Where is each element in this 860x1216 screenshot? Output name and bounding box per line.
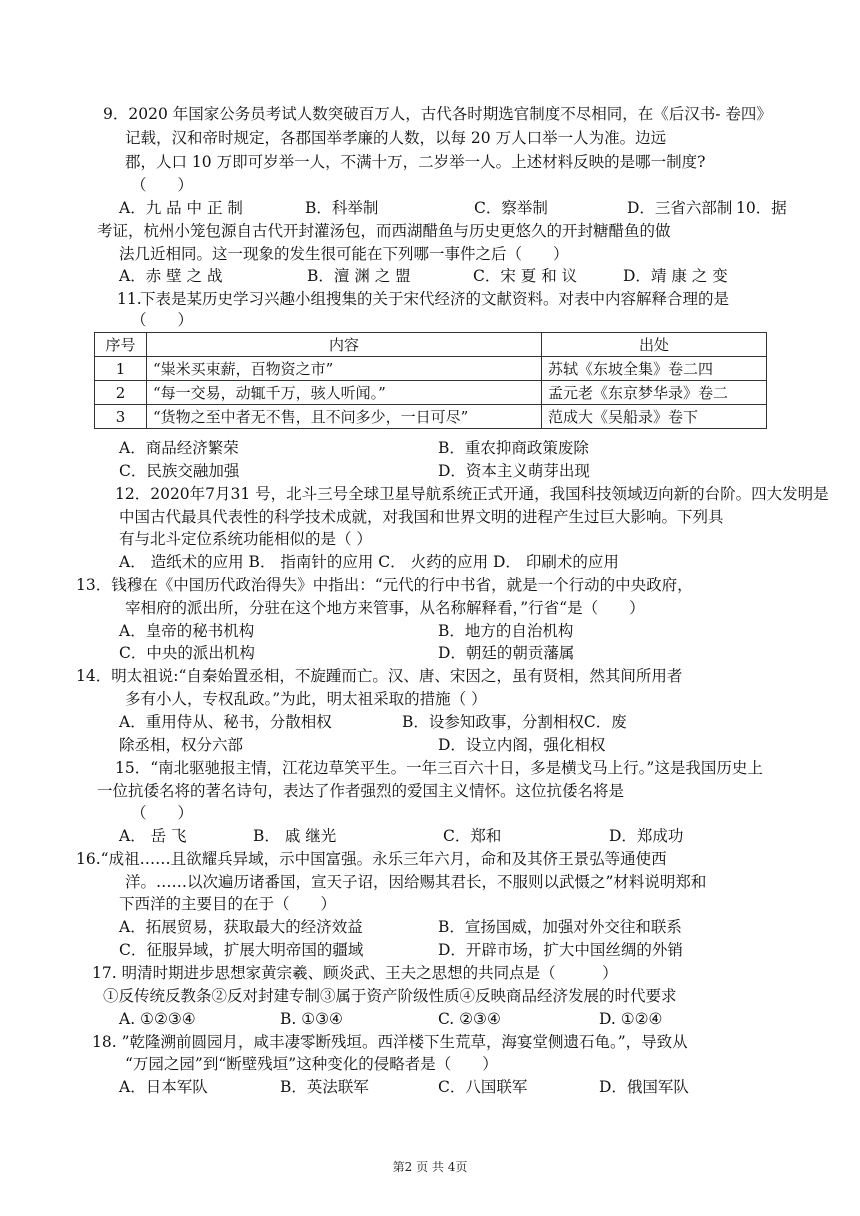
- q16-option-d: D．开辟市场，扩大中国丝绸的外销: [438, 941, 683, 959]
- q18-option-c: C．八国联军: [438, 1078, 528, 1096]
- q9-option-c: C．察举制: [474, 199, 548, 217]
- q17-option-b: B. ①③④: [280, 1010, 343, 1028]
- table-cell: 2: [95, 381, 147, 405]
- q15-option-a: A． 岳 飞: [119, 827, 187, 845]
- q16-option-a: A．拓展贸易，获取最大的经济效益: [119, 918, 363, 936]
- q10-option-c: C．宋 夏 和 议: [473, 267, 578, 285]
- q12-stem-line-3: 有与北斗定位系统功能相似的是（ ）: [119, 530, 372, 548]
- table-cell: 范成大《吴船录》卷下: [542, 405, 767, 429]
- table-header-cell: 内容: [147, 333, 542, 357]
- table-header-cell: 出处: [542, 333, 767, 357]
- q9-stem-line-2: 记载，汉和帝时规定，各郡国举孝廉的人数，以每 20 万人口举一人为准。边远: [125, 129, 667, 147]
- q13-option-b: B．地方的自治机构: [438, 622, 574, 640]
- table-cell: 3: [95, 405, 147, 429]
- table-header-row: [95, 333, 767, 357]
- q12-stem-line-1: 12．2020年7月31 号，北斗三号全球卫星导航系统正式开通，我国科技领域迈向新的台阶。四大发明是: [115, 485, 829, 503]
- q10-option-b: B．澶 渊 之 盟: [307, 267, 411, 285]
- q15-answer-bracket: （ ）: [131, 804, 194, 822]
- table-cell: 苏轼《东坡全集》卷二四: [542, 357, 767, 381]
- q10-option-a: A．赤 壁 之 战: [119, 267, 223, 285]
- q17-stem-line-1: 17. 明清时期进步思想家黄宗羲、顾炎武、王夫之思想的共同点是（ ）: [92, 964, 618, 982]
- q11-source-table: [94, 332, 767, 429]
- q13-stem-line-2: 宰相府的派出所，分驻在这个地方来管事，从名称解释看，”行省“是（ ）: [125, 599, 645, 617]
- q9-option-a: A．九 品 中 正 制: [119, 199, 243, 217]
- table-cell: 1: [95, 357, 147, 381]
- q15-option-b: B． 戚 继光: [253, 827, 337, 845]
- table-row: [95, 357, 767, 381]
- q13-option-a: A．皇帝的秘书机构: [119, 622, 255, 640]
- q16-stem-line-3: 下西洋的主要目的在于（ ）: [119, 895, 337, 913]
- q11-option-d: D．资本主义萌芽出现: [438, 462, 590, 480]
- table-row: [95, 405, 767, 429]
- q9-option-b: B．科举制: [305, 199, 379, 217]
- q18-stem-line-2: “万园之园”到“断壁残垣”这种变化的侵略者是（ ）: [125, 1055, 498, 1073]
- q10-stem-line-2: 法几近相同。这一现象的发生很可能在下列哪一事件之后（ ）: [119, 245, 569, 263]
- table-cell: “每一交易，动辄千万，骇人听闻。”: [147, 381, 542, 405]
- q11-number: 11.: [117, 290, 142, 308]
- q18-option-a: A．日本军队: [119, 1078, 208, 1096]
- page-footer: 第2 页 共 4页: [392, 1160, 468, 1174]
- q10-stem-line-1: 考证，杭州小笼包源自古代开封灌汤包，而西湖醋鱼与历史更悠久的开封糖醋鱼的做: [97, 222, 671, 240]
- table-cell: “货物之至中者无不售，且不问多少，一日可尽”: [147, 405, 542, 429]
- q11-answer-bracket: （ ）: [131, 311, 194, 329]
- q9-stem-line-1: 9．2020 年国家公务员考试人数突破百万人，古代各时期选官制度不尽相同，在《后汉书- 卷四》: [103, 105, 772, 123]
- q17-option-a: A. ①②③④: [119, 1010, 196, 1028]
- q18-option-d: D．俄国军队: [599, 1078, 689, 1096]
- q14-stem-line-2: 多有小人，专权乱政。”为此，明太祖采取的措施（ ）: [125, 690, 487, 708]
- q11-stem-text: 下表是某历史学习兴趣小组搜集的关于宋代经济的文献资料。对表中内容解释合理的是: [140, 290, 730, 308]
- q17-statements: ①反传统反教条②反对封建专制③属于资产阶级性质④反映商品经济发展的时代要求: [103, 987, 677, 1005]
- q12-options-row: A． 造纸术的应用 B． 指南针的应用 C． 火药的应用 D． 印刷术的应用: [119, 553, 619, 571]
- q9-option-d: D．三省六部制: [627, 199, 733, 217]
- q14-option-c-cont: 除丞相，权分六部: [119, 736, 244, 754]
- q16-option-b: B．宣扬国威，加强对外交往和联系: [438, 918, 682, 936]
- q14-stem-line-1: 14．明太祖说:“自秦始置丞相，不旋踵而亡。汉、唐、宋因之，虽有贤相，然其间所用者: [76, 667, 683, 685]
- q13-option-c: C．中央的派出机构: [119, 644, 255, 662]
- q16-option-c: C．征服异域，扩展大明帝国的疆域: [119, 941, 364, 959]
- q13-option-d: D．朝廷的朝贡藩属: [438, 644, 575, 662]
- q14-option-a: A．重用侍从、秘书，分散相权: [119, 713, 332, 731]
- table-row: [95, 381, 767, 405]
- q16-stem-line-2: 洋。……以次遍历诸番国，宣天子诏，因给赐其君长，不服则以武慑之”材料说明郑和: [125, 873, 707, 891]
- q9-stem-line-3: 郡，人口 10 万即可岁举一人，不满十万，二岁举一人。上述材料反映的是哪一制度?: [125, 153, 706, 171]
- q14-option-b-c: B．设参知政事，分割相权C．废: [402, 713, 627, 731]
- q18-stem-line-1: 18. ”乾隆溯前圆园月，咸丰凄零断残垣。西洋楼下生荒草，海宴堂侧遗石龟。”，导致从: [92, 1033, 688, 1051]
- q17-option-d: D. ①②④: [599, 1010, 663, 1028]
- q10-option-d: D．靖 康 之 变: [623, 267, 728, 285]
- table-cell: “粜米买束薪，百物资之市”: [147, 357, 542, 381]
- q10-number: 10．据: [736, 199, 787, 217]
- table-header-cell: 序号: [95, 333, 147, 357]
- q15-stem-line-1: 15．“南北驱驰报主情，江花边草笑平生。一年三百六十日，多是横戈马上行。”这是我国历史上: [115, 759, 763, 777]
- q16-stem-line-1: 16.“成祖……且欲耀兵异域，示中国富强。永乐三年六月，命和及其侪王景弘等通使西: [76, 850, 667, 868]
- q17-option-c: C. ②③④: [438, 1010, 501, 1028]
- q13-stem-line-1: 13．钱穆在《中国历代政治得失》中指出：“元代的行中书省，就是一个行动的中央政府，: [76, 576, 693, 594]
- q14-option-d: D．设立内阁，强化相权: [438, 736, 606, 754]
- q15-option-c: C．郑和: [443, 827, 502, 845]
- q15-option-d: D．郑成功: [609, 827, 684, 845]
- q9-answer-bracket: （ ）: [131, 176, 194, 194]
- q11-option-a: A．商品经济繁荣: [119, 439, 239, 457]
- q18-option-b: B．英法联军: [280, 1078, 369, 1096]
- q11-option-c: C．民族交融加强: [119, 462, 240, 480]
- q15-stem-line-2: 一位抗倭名将的著名诗句，表达了作者强烈的爱国主义情怀。这位抗倭名将是: [97, 782, 625, 800]
- q12-stem-line-2: 中国古代最具代表性的科学技术成就，对我国和世界文明的进程产生过巨大影响。下列具: [119, 508, 724, 526]
- q11-option-b: B．重农抑商政策废除: [438, 439, 589, 457]
- table-cell: 孟元老《东京梦华录》卷二: [542, 381, 767, 405]
